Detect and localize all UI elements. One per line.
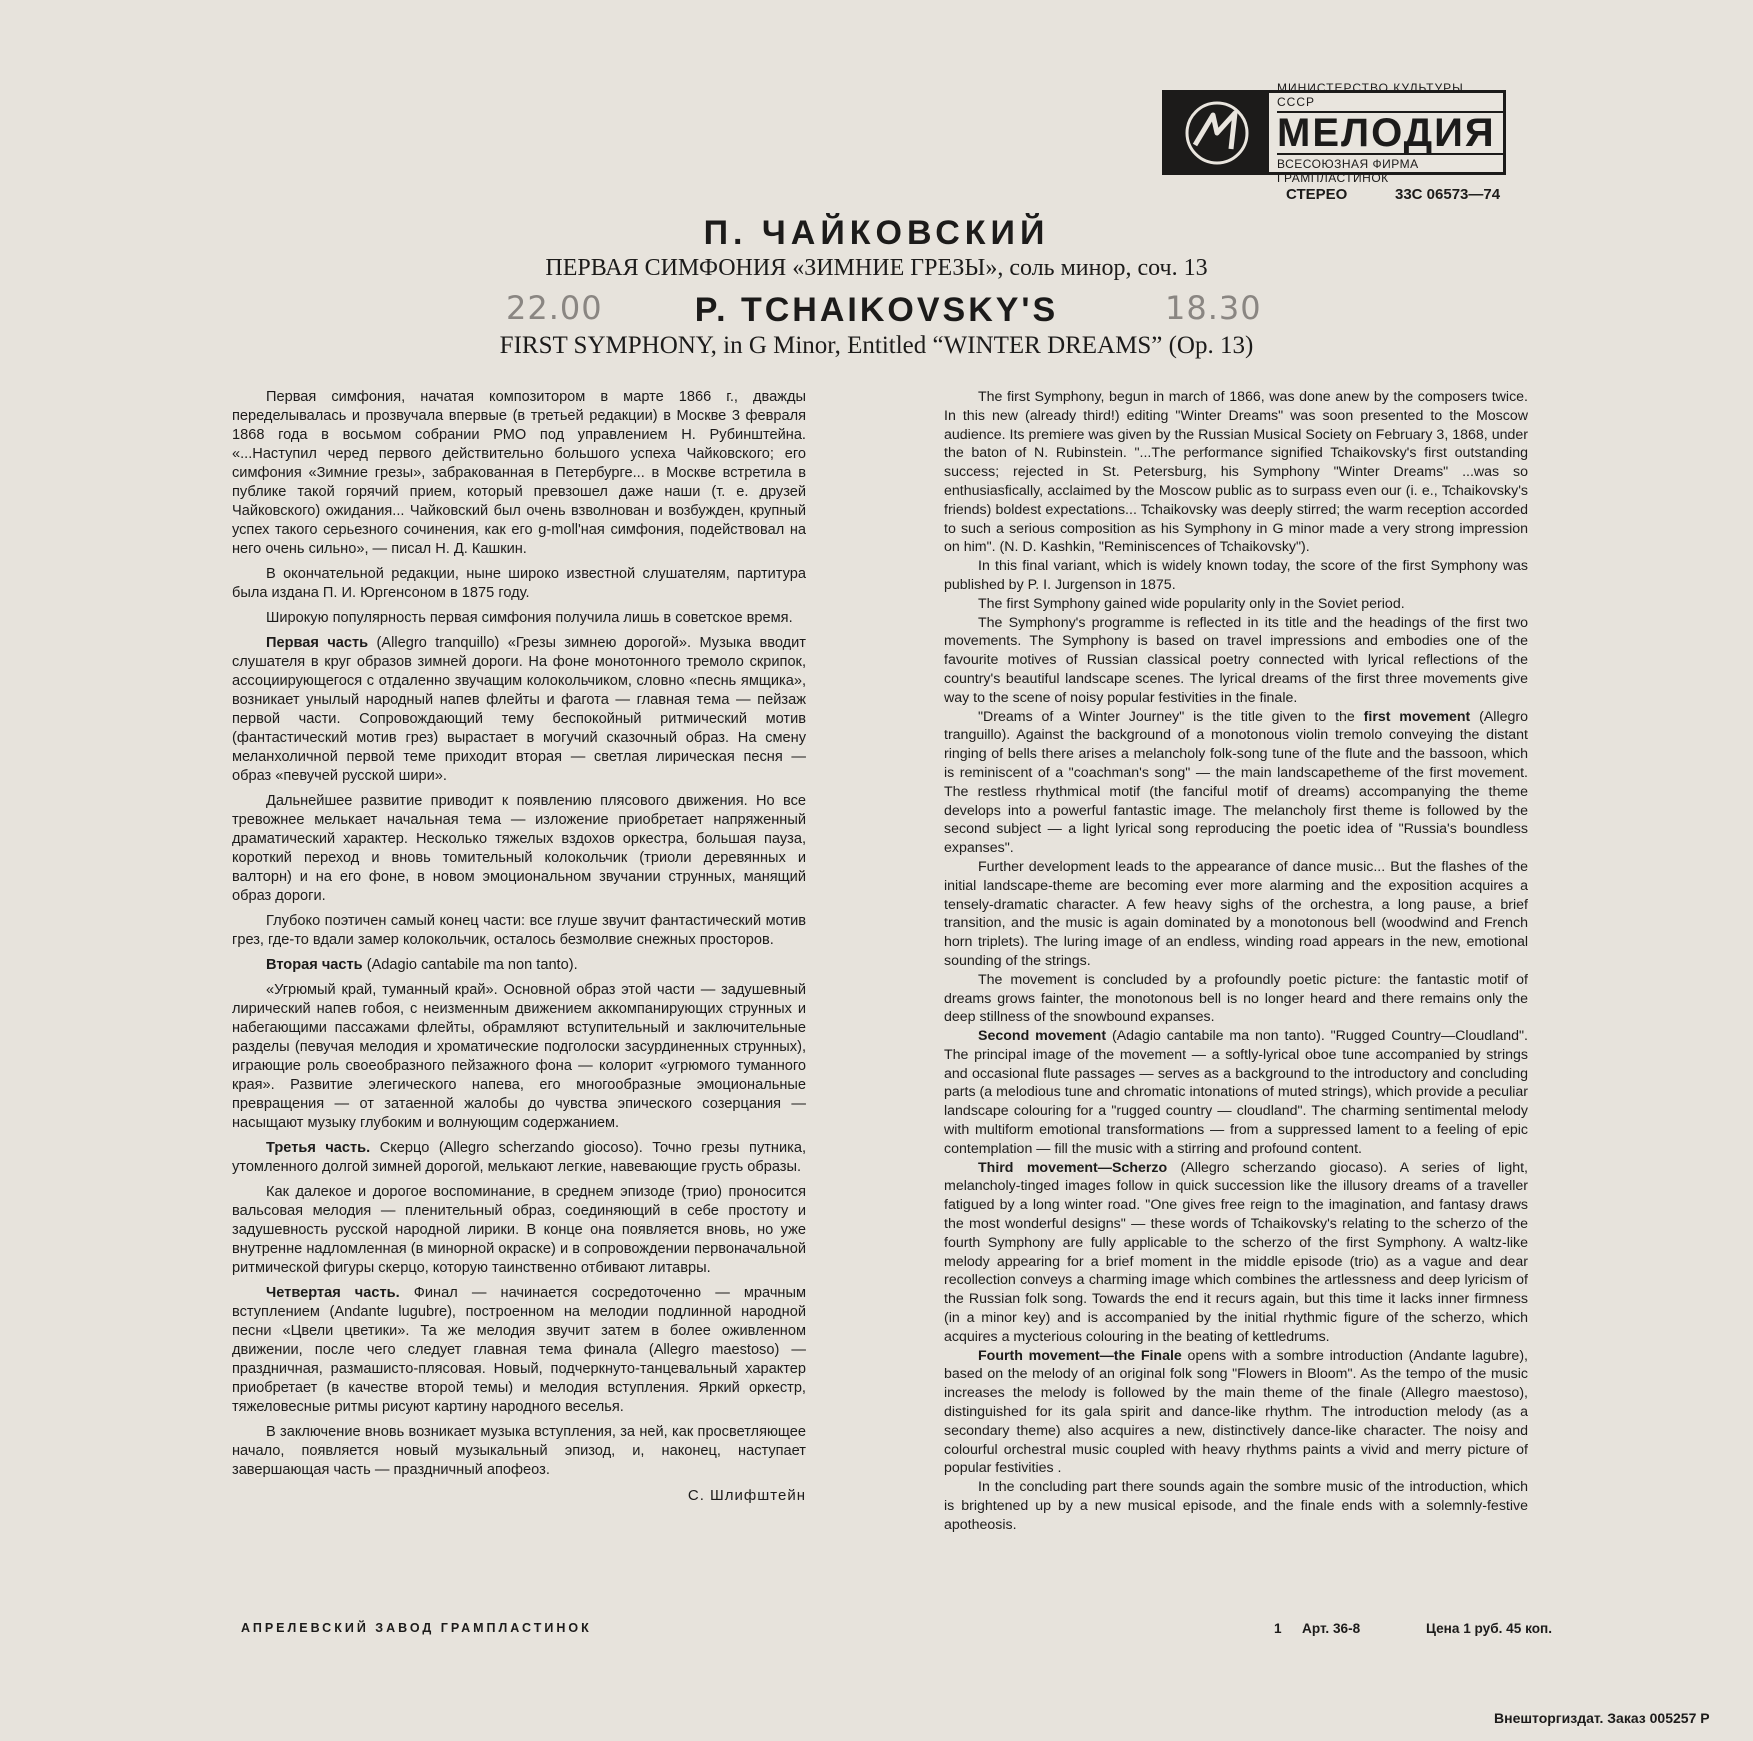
en-movement-heading: Third movement—Scherzo xyxy=(978,1159,1168,1176)
en-paragraph: The first Symphony gained wide popularity only in the Soviet period. xyxy=(978,595,1405,612)
ru-paragraph: В окончательной редакции, ныне широко известной слушателям, партитура была издана П. И. Юргенсоном в 1875 году. xyxy=(232,566,806,601)
en-paragraph: The Symphony's programme is reflected in its title and the headings of the first two movements. The Symphony is based on travel impressions and embodies one of the favourite motives of Russian classical poetry connected with lyrical reflections of the country's beautiful landscape scenes. The lyrical dreams of the first three movements give way to the scene of noisy popular festivities in the finale. xyxy=(944,614,1528,706)
ru-paragraph: Первая симфония, начатая композитором в марте 1866 г., дважды переделывалась и прозвучала впервые (в третьей редакции) в Москве 3 февраля 1868 года в восьмом собрании РМО под управлением Н. Рубинштейна. «...Наступил черед первого действительно большого успеха Чайковского; его симфония «Зимние грезы», забракованная в Петербурге... в Москве встретила в публике такой горячий прием, который превзошел даже наши (т. е. друзей Чайковского) ожидания... Чайковский был очень взволнован и возбужден, крупный успех такого серьезного сочинения, как его g-moll'ная симфония, подействовал на него очень сильно», — писал Н. Д. Кашкин. xyxy=(232,389,806,557)
en-paragraph xyxy=(944,1027,1528,1159)
subtitle-english: FIRST SYMPHONY, in G Minor, Entitled “WINTER DREAMS” (Op. 13) xyxy=(499,332,1254,359)
ru-paragraph-text: Финал — начинается сосредоточенно — мрачным вступлением (Andante lugubre), построенном на мелодии подлинной народной песни «Цвели цветики». Та же мелодия звучит затем в более оживленном движении, после чего следует главная тема финала (Allegro maestoso) — праздничная, размашисто-плясовая. Новый, подчеркнуто-танцевальный характер приобретает (в качестве второй темы) и мелодия вступления. Яркий оркестр, тяжеловесные ритмы рисуют картину народного веселья. xyxy=(232,1285,807,1415)
ru-paragraph: В заключение вновь возникает музыка вступления, за ней, как просветляющее начало, появляется новый музыкальный эпизод, и, наконец, наступает завершающая часть — праздничный апофеоз. xyxy=(232,1424,806,1478)
en-paragraph-text: (Allegro scherzando giocaso). A series of light, melancholy-tinged images follow in quick succession like the illusory dreams of a traveller fatigued by a long winter road. "One gives free reign to the imagination, and fantasy draws the most wonderful designs" — these words of Tchaikovsky's relating to the scherzo of the fourth Symphony are fully applicable to the scherzo of the first Symphony. A waltz-like melody appearing for a brief moment in the middle episode (trio) as a vague and dear recollection conveys a charming image which combines the artlessness and deep lyricism of the Russian folk song. Towards the end it recurs again, but this time it lacks inner firmness (in a minor key) and is accompanied by the initial rhythmic figure of the scherzo, which acquires a mycterious colouring in the beating of kettledrums. xyxy=(944,1159,1528,1345)
title-english: P. TCHAIKOVSKY'S xyxy=(694,291,1059,329)
author-signature: С. Шлифштейн xyxy=(687,1487,806,1504)
subtitle-russian: ПЕРВАЯ СИМФОНИЯ «ЗИМНИЕ ГРЕЗЫ», соль минор, соч. 13 xyxy=(545,255,1208,281)
print-order: Внешторгиздат. Заказ 005257 Р xyxy=(1494,1710,1710,1726)
ru-paragraph: Дальнейшее развитие приводит к появлению плясового движения. Но все тревожнее мелькает начальная тема — изложение приобретает напряженный драматический характер. Несколько тяжелых вздохов оркестра, большая пауза, короткий переход и вновь томительный колокольчик (триоли деревянных и валторн) и на его фоне, в новом эмоциональном звучании струнных, манящий образ дороги. xyxy=(232,793,806,904)
en-paragraph-text: (Allegro tranguillo). Against the background of a monotonous violin tremolo conveying the distant ringing of bells there arises a melancholy folk-song tune of the flute and the bassoon, which is reminiscent of a "coachman's song" — the main landscapetheme of the first movement. The restless rhythmical motif (the fanciful motif of dreams) accompanying the theme develops into a powerful fantastic image. The melancholy first theme is followed by the second subject — a light lyrical song reproducing the poetic idea of "Russia's boundless expanses". xyxy=(944,708,1528,857)
ru-movement-heading: Вторая часть xyxy=(266,957,363,973)
en-movement-heading: first movement xyxy=(1363,708,1471,725)
handwritten-price-left: 22.00 xyxy=(506,289,603,327)
english-notes-column xyxy=(944,388,1528,1535)
label-text xyxy=(1269,80,1503,185)
retail-price: Цена 1 руб. 45 коп. xyxy=(1426,1621,1552,1636)
melodiya-label xyxy=(1162,80,1506,185)
en-paragraph: The first Symphony, begun in march of 1866, was done anew by the composers twice. In this new (already third!) editing "Winter Dreams" was soon presented to the Moscow audience. Its premiere was given by the Russian Musical Society on February 3, 1868, under the baton of N. Rubinstein. "...The performance signified Tchaikovsky's first outstanding success; rejected in St. Petersburg, his Symphony "Winter Dreams" ...was so enthusiasfically, acclaimed by the Moscow public as to surpass even our (i. e., Tchaikovsky's friends) boldest expectations... Tchaikovsky was deeply stirred; the warm reception accorded to such a serious composition as his Symphony in G minor made a very strong impression on him". (N. D. Kashkin, "Reminiscences of Tchaikovsky"). xyxy=(944,389,1528,556)
ru-paragraph-text: (Allegro tranquillo) «Грезы зимнею дорогой». Музыка вводит слушателя в круг образов зимней дороги. На фоне монотонного тремоло скрипок, ассоциирующегося с отдаленно звучащим колокольчиком, словно «песнь ямщика», возникает унылый народный напев флейты и фагота — главная тема — пейзаж первой части. Сопровождающий тему беспокойный ритмический мотив (фантастический мотив грез) вырастает в могучий сказочный образ. На смену меланхоличной первой теме приходит вторая — светлая лирическая песня — образ «певучей русской шири». xyxy=(232,635,806,784)
ru-paragraph: Глубоко поэтичен самый конец части: все глуше звучит фантастический мотив грез, где-то вдали замер колокольчик, осталось безмолвие снежных просторов. xyxy=(232,913,806,948)
article-number: Арт. 36-8 xyxy=(1302,1621,1361,1636)
en-paragraph: Further development leads to the appearance of dance music... But the flashes of the initial landscape-theme are becoming ever more alarming and the exposition acquires a tensely-dramatic character. A few heavy sighs of the orchestra, a long pause, a brief transition, and the music is again dominated by a monotonous bell (woodwind and French horn triplets). The luring image of an endless, winding road appears in the new, emotional sounding of the strings. xyxy=(944,858,1528,969)
ru-movement-heading: Первая часть xyxy=(266,635,369,651)
ru-movement-heading: Четвертая часть. xyxy=(266,1285,400,1301)
en-movement-heading: Fourth movement—the Finale xyxy=(978,1347,1182,1364)
en-paragraph xyxy=(944,708,1528,858)
ru-paragraph: Как далекое и дорогое воспоминание, в среднем эпизоде (трио) проносится вальсовая мелодия — пленительный образ, соединяющий в себе простоту и задушевность русской народной лирики. В конце она появляется вновь, но уже внутренне надломленная (в минорной окраске) и в сопровождении первоначальной ритмической фигуры скерцо, которую таинственно отбивают литавры. xyxy=(232,1184,806,1276)
label-brand: МЕЛОДИЯ xyxy=(1277,110,1496,155)
ru-movement-heading: Третья часть. xyxy=(266,1140,371,1156)
en-paragraph xyxy=(944,1347,1528,1479)
en-paragraph-text: opens with a sombre introduction (Andante lagubre), based on the melody of an original folk song "Flowers in Bloom". As the tempo of the music increases the melody is followed by the main theme of the finale (Allegro maestoso), distinguished for its gala spirit and dance-like rhythm. The introduction melody (as a secondary theme) also acquires a new, distinctively dance-like character. The noisy and colourful orchestral music coupled with heavy rhythms paints a vivid and merry picture of popular festivities . xyxy=(944,1347,1528,1477)
label-ministry: МИНИСТЕРСТВО КУЛЬТУРЫ СССР xyxy=(1277,81,1503,113)
en-paragraph: The movement is concluded by a profoundly poetic picture: the fantastic motif of dreams grows fainter, the monotonous bell is no longer heard and there remains only the deep stillness of the snowbound expanses. xyxy=(944,971,1528,1026)
label-firm: ВСЕСОЮЗНАЯ ФИРМА ГРАМПЛАСТИНОК xyxy=(1277,153,1503,185)
ru-paragraph xyxy=(232,956,806,975)
page-number: 1 xyxy=(1274,1621,1282,1636)
en-movement-heading: Second movement xyxy=(978,1028,1107,1045)
catalog-number: 33С 06573—74 xyxy=(1395,186,1501,203)
ru-paragraph xyxy=(232,1139,806,1177)
russian-notes-column xyxy=(232,388,806,1505)
ru-paragraph-text: Скерцо (Allegro scherzando giocoso). Точно грезы путника, утомленного долгой зимней дорогой, мелькают легкие, навевающие грусть образы. xyxy=(232,1140,807,1175)
en-paragraph-text: "Dreams of a Winter Journey" is the title given to the xyxy=(978,708,1364,725)
handwritten-price-right: 18.30 xyxy=(1165,289,1262,327)
pressing-plant: АПРЕЛЕВСКИЙ ЗАВОД ГРАМПЛАСТИНОК xyxy=(241,1621,592,1635)
ru-paragraph xyxy=(232,634,806,786)
en-paragraph-text: (Adagio cantabile ma non tanto). "Rugged Country—Cloudland". The principal image of the movement — a softly-lyrical oboe tune accompanied by strings and occasional flute passages — serves as a background to the introductory and concluding parts (a melodious tune and chromatic intonations of muted strings), which provide a peculiar landscape colouring for a "rugged country — cloudland". The charming sentimental melody with multiform emotional transformations — from a suppressed lament to a feeling of epic contemplation — fill the music with a stirring and profound content. xyxy=(944,1028,1528,1157)
en-paragraph xyxy=(944,1159,1528,1347)
ru-paragraph: «Угрюмый край, туманный край». Основной образ этой части — задушевный лирический напев гобоя, с неизменным движением аккомпанирующих струнных и набегающими пассажами флейты, обрамляют вступительный и заключительные разделы (певучая мелодия и хроматические подголоски засурдиненных струнных), играющие роль своеобразного пейзажного фона — колорит «угрюмого туманного края». Развитие элегического напева, его многообразные эмоциональные превращения — от затаенной жалобы до чувства эпического созерцания — насыщают музыку глубоким и волнующим содержанием. xyxy=(232,982,806,1131)
melodiya-logo-icon xyxy=(1165,93,1269,172)
stereo-mark: СТЕРЕО xyxy=(1286,186,1348,203)
ru-paragraph: Широкую популярность первая симфония получила лишь в советское время. xyxy=(266,610,793,626)
title-russian: П. ЧАЙКОВСКИЙ xyxy=(703,214,1050,252)
en-paragraph: In this final variant, which is widely known today, the score of the first Symphony was published by P. I. Jurgenson in 1875. xyxy=(944,558,1528,593)
ru-paragraph xyxy=(232,1284,806,1417)
en-paragraph: In the concluding part there sounds again the sombre music of the introduction, which is brightened up by a new musical episode, and the finale ends with a solemnly-festive apotheosis. xyxy=(944,1479,1528,1533)
ru-paragraph-text: (Adagio cantabile ma non tanto). xyxy=(362,957,578,973)
